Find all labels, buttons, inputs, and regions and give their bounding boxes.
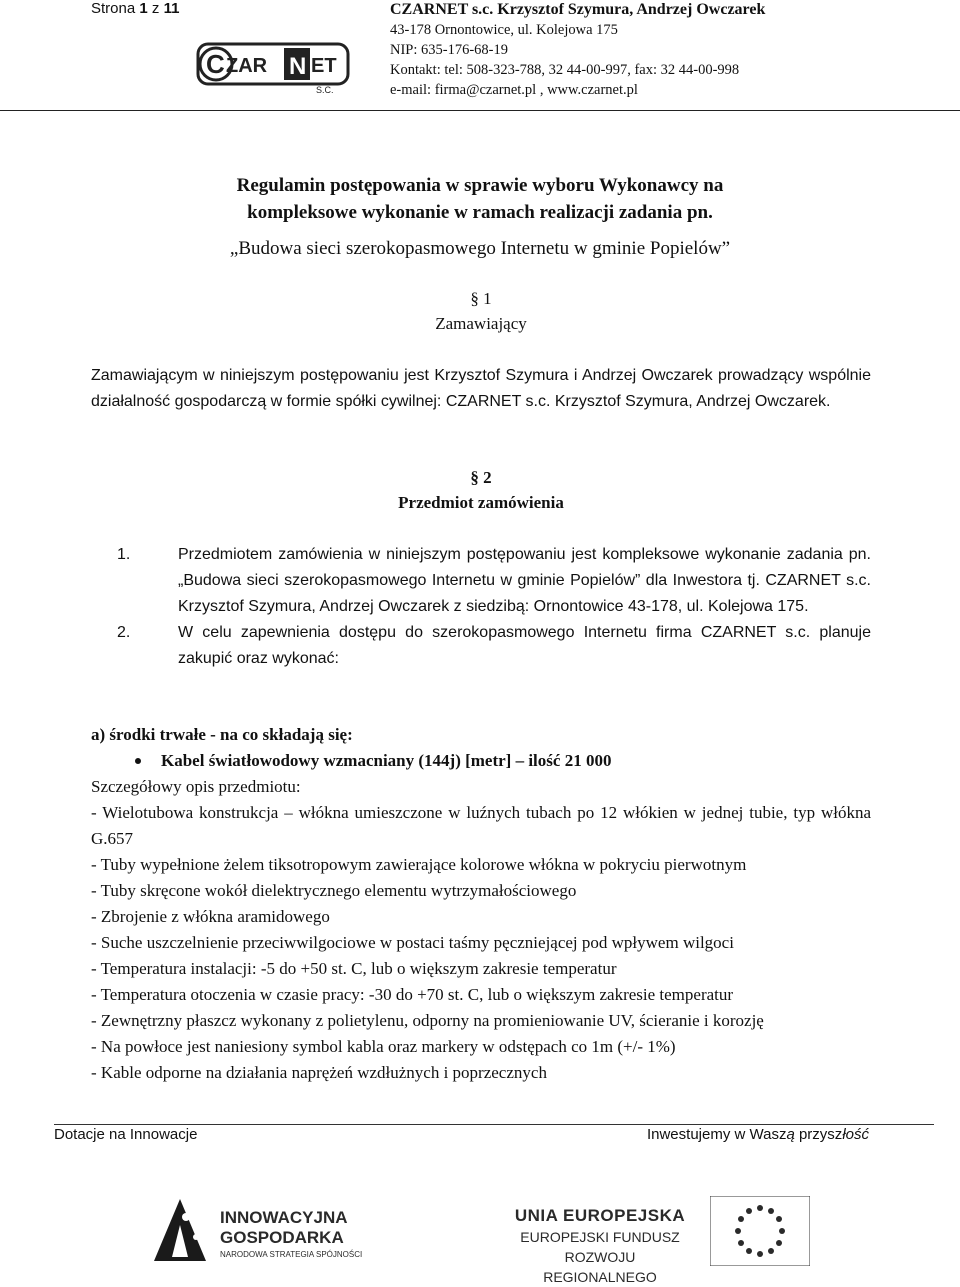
svg-text:NARODOWA STRATEGIA SPÓJNOŚCI: NARODOWA STRATEGIA SPÓJNOŚCI	[220, 1250, 363, 1259]
svg-text:ET: ET	[311, 55, 337, 77]
spec-line: - Na powłoce jest naniesiony symbol kabla oraz markery w odstępach co 1m (+/- 1%)	[91, 1037, 676, 1056]
company-contact: Kontakt: tel: 508-323-788, 32 44-00-997, fax: 32 44-00-998	[390, 62, 740, 78]
eu-flag-icon	[710, 1196, 810, 1266]
section-2-heading: Przedmiot zamówienia	[398, 493, 564, 512]
svg-text:C: C	[206, 49, 225, 79]
svg-text:INNOWACYJNA: INNOWACYJNA	[220, 1208, 348, 1227]
section-1-text: Zamawiającym w niniejszym postępowaniu jest Krzysztof Szymura i Andrzej Owczarek prowadzący wspólnie działalność gospodarczą w formie spółki cywilnej: CZARNET s.c. Krzysztof Szymura, Andrzej Owczarek.	[91, 367, 871, 410]
spec-line: Szczegółowy opis przedmiotu:	[91, 777, 301, 796]
czarnet-logo	[196, 36, 356, 96]
order-list	[91, 542, 871, 672]
bullet-item: Kabel światłowodowy wzmacniany (144j) [metr] – ilość 21 000	[91, 748, 611, 774]
company-info	[390, 0, 765, 100]
spec-line: - Temperatura instalacji: -5 do +50 st. C, lub o większym zakresie temperatur	[91, 959, 617, 978]
company-address: 43-178 Ornontowice, ul. Kolejowa 175	[390, 22, 618, 38]
footer-right-text: Inwestujemy w Waszą przyszłość	[646, 1126, 869, 1143]
list-item: 2. W celu zapewnienia dostępu do szerokopasmowego Internetu firma CZARNET s.c. planuje zakupić oraz wykonać:	[117, 624, 871, 667]
spec-list	[91, 774, 871, 1086]
bullet-icon	[135, 758, 141, 764]
section-1-number: § 1	[470, 289, 492, 308]
svg-text:GOSPODARKA: GOSPODARKA	[220, 1228, 344, 1247]
spec-line: - Zewnętrzny płaszcz wykonany z polietylenu, odporny na promieniowanie UV, ścieranie i korozję	[91, 1011, 764, 1030]
spec-line: - Tuby wypełnione żelem tiksotropowym zawierające kolorowe włókna w pokryciu pierwotnym	[91, 855, 747, 874]
svg-text:S.C.: S.C.	[316, 85, 334, 95]
svg-text:N: N	[289, 53, 307, 80]
spec-line: - Suche uszczelnienie przeciwwilgociowe w postaci taśmy pęczniejącej pod wpływem wilgoci	[91, 933, 734, 952]
footer-left-text: Dotacje na Innowacje	[54, 1126, 198, 1143]
page-number: Strona 1 z 11	[91, 0, 180, 17]
project-name: „Budowa sieci szerokopasmowego Internetu w gminie Popielów”	[229, 238, 731, 259]
svg-text:ZAR: ZAR	[226, 55, 268, 77]
list-item: 1. Przedmiotem zamówienia w niniejszym postępowaniu jest kompleksowe wykonanie zadania pn. „Budowa sieci szerokopasmowego Internetu w gminie Popielów” dla Inwestora tj. CZARNET s.c. Krzysztof Szymura, Andrzej Owczarek z siedzibą: Ornontowice 43-178, ul. Kolejowa 175.	[117, 546, 871, 615]
spec-line: - Temperatura otoczenia w czasie pracy: -30 do +70 st. C, lub o większym zakresie temperatur	[91, 985, 734, 1004]
spec-line: - Tuby skręcone wokół dielektrycznego elementu wytrzymałościowego	[91, 881, 577, 900]
company-name: CZARNET s.c. Krzysztof Szymura, Andrzej Owczarek	[390, 1, 766, 18]
eu-fund-label: UNIA EUROPEJSKA EUROPEJSKI FUNDUSZ ROZWOJU REGIONALNEGO	[514, 1206, 686, 1285]
section-2-number: § 2	[470, 468, 492, 487]
spec-line: - Wielotubowa konstrukcja – włókna umieszczone w luźnych tubach po 12 włókien w jednej tubie, typ włókna G.657	[91, 803, 871, 848]
footer-divider	[54, 1124, 934, 1125]
spec-line: - Zbrojenie z włókna aramidowego	[91, 907, 330, 926]
innowacyjna-gospodarka-logo	[150, 1195, 410, 1265]
section-1-heading: Zamawiający	[435, 314, 527, 333]
document-title: Regulamin postępowania w sprawie wyboru Wykonawcy na kompleksowe wykonanie w ramach realizacji zadania pn.	[236, 175, 724, 223]
subpoint-a: a) środki trwałe - na co składają się:	[91, 725, 353, 744]
header-divider	[0, 110, 960, 111]
spec-line: - Kable odporne na działania naprężeń wzdłużnych i poprzecznych	[91, 1063, 547, 1082]
company-email[interactable]: e-mail: firma@czarnet.pl , www.czarnet.pl	[390, 82, 638, 98]
company-nip: NIP: 635-176-68-19	[390, 42, 509, 58]
